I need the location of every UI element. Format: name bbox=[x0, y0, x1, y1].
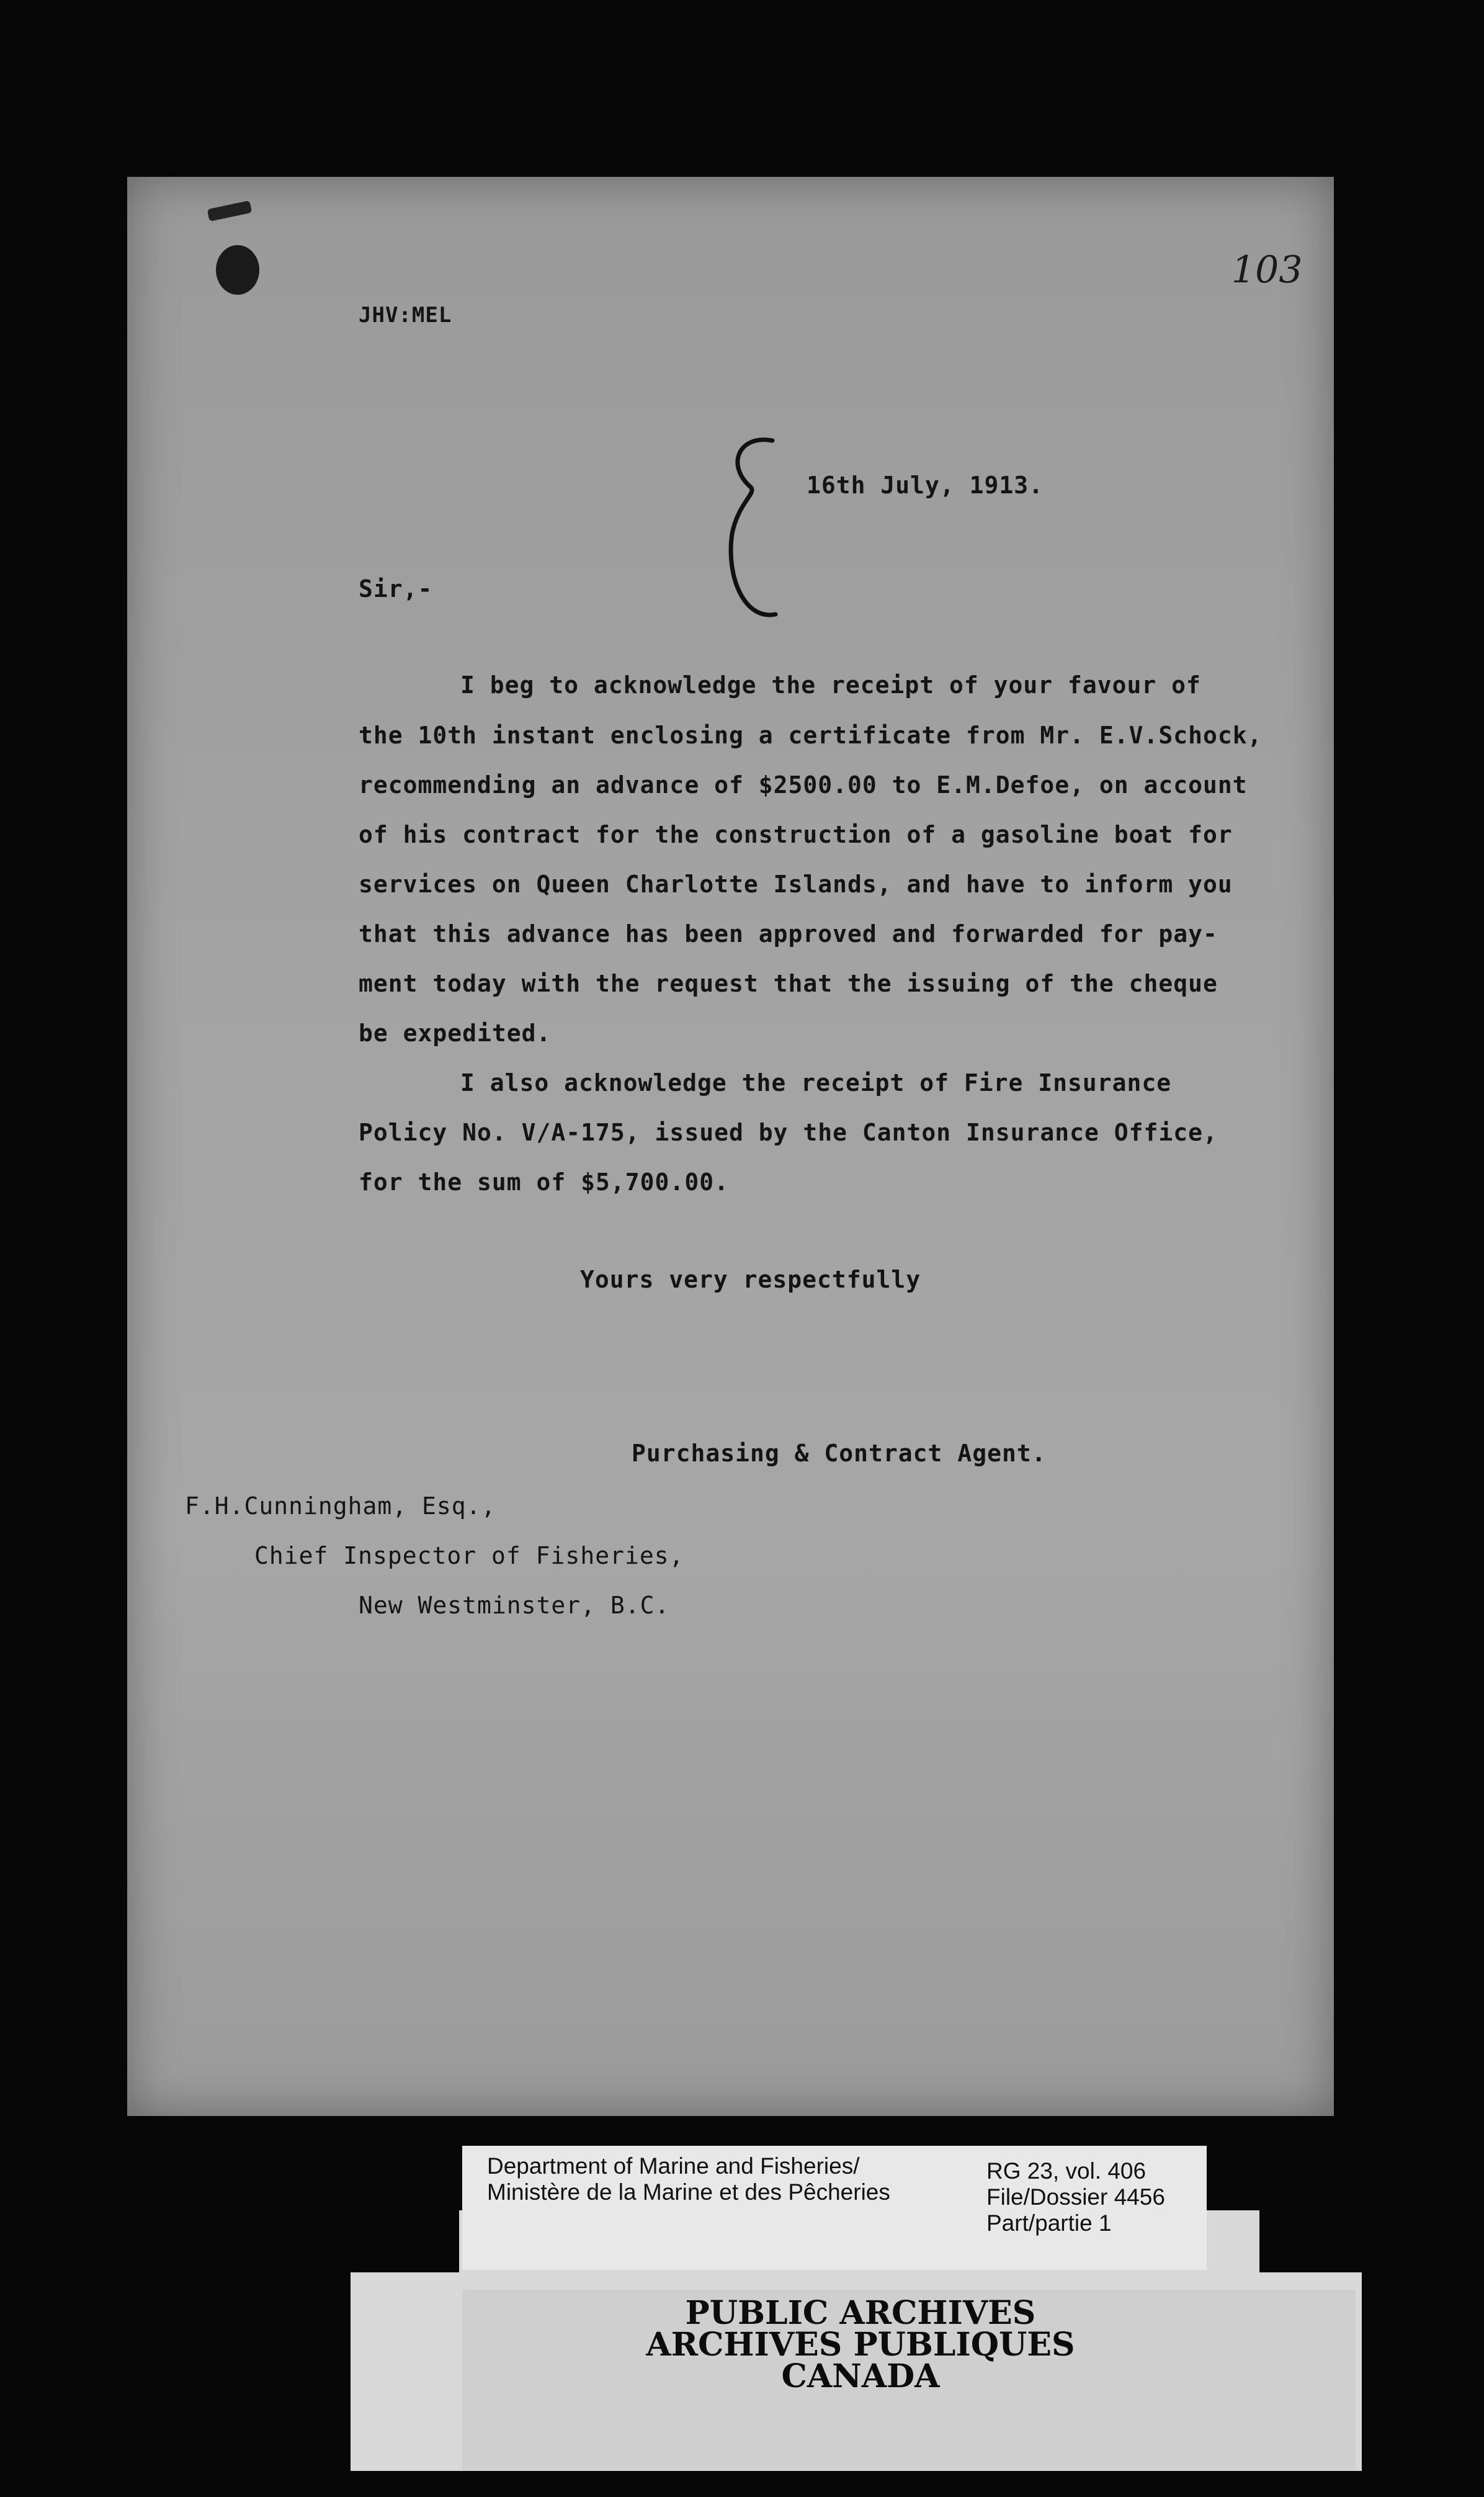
handwritten-e-mark bbox=[713, 428, 788, 633]
body-line: Policy No. V/A-175, issued by the Canton Insurance Office, bbox=[359, 1119, 1218, 1146]
closing: Yours very respectfully bbox=[580, 1266, 921, 1293]
folio-number: 103 bbox=[1231, 248, 1303, 292]
salutation: Sir,- bbox=[359, 575, 433, 603]
letter-date: 16th July, 1913. bbox=[807, 472, 1044, 499]
addressee-title: Chief Inspector of Fisheries, bbox=[254, 1542, 684, 1569]
addressee-location: New Westminster, B.C. bbox=[359, 1592, 670, 1619]
reference-initials: JHV:MEL bbox=[359, 303, 452, 328]
stamp-notch bbox=[1259, 2210, 1362, 2272]
department-english: Department of Marine and Fisheries/ bbox=[487, 2153, 860, 2179]
part-partie: Part/partie 1 bbox=[986, 2210, 1112, 2236]
file-dossier: File/Dossier 4456 bbox=[986, 2184, 1165, 2210]
body-line: of his contract for the construction of a gasoline boat for bbox=[359, 821, 1233, 848]
body-line: services on Queen Charlotte Islands, and have to inform you bbox=[359, 871, 1233, 898]
signature-title: Purchasing & Contract Agent. bbox=[632, 1440, 1047, 1467]
body-line: for the sum of $5,700.00. bbox=[359, 1168, 729, 1196]
stamp-line-archives-publiques: ARCHIVES PUBLIQUES bbox=[646, 2326, 1075, 2364]
stamp-notch bbox=[351, 2210, 459, 2272]
department-french: Ministère de la Marine et des Pêcheries bbox=[487, 2179, 890, 2205]
body-line: recommending an advance of $2500.00 to E.M.Defoe, on account bbox=[359, 771, 1248, 799]
punch-hole bbox=[216, 245, 259, 295]
stamp-line-canada: CANADA bbox=[781, 2357, 940, 2395]
body-line: that this advance has been approved and forwarded for pay- bbox=[359, 920, 1218, 948]
body-line: ment today with the request that the issuing of the cheque bbox=[359, 970, 1218, 997]
body-line: I also acknowledge the receipt of Fire Insurance bbox=[460, 1069, 1172, 1096]
body-line: the 10th instant enclosing a certificate from Mr. E.V.Schock, bbox=[359, 722, 1263, 749]
stamp-line-public-archives: PUBLIC ARCHIVES bbox=[685, 2294, 1036, 2332]
body-line: I beg to acknowledge the receipt of your favour of bbox=[460, 671, 1201, 699]
record-group: RG 23, vol. 406 bbox=[986, 2158, 1147, 2184]
body-line: be expedited. bbox=[359, 1020, 552, 1047]
addressee-name: F.H.Cunningham, Esq., bbox=[185, 1492, 496, 1520]
